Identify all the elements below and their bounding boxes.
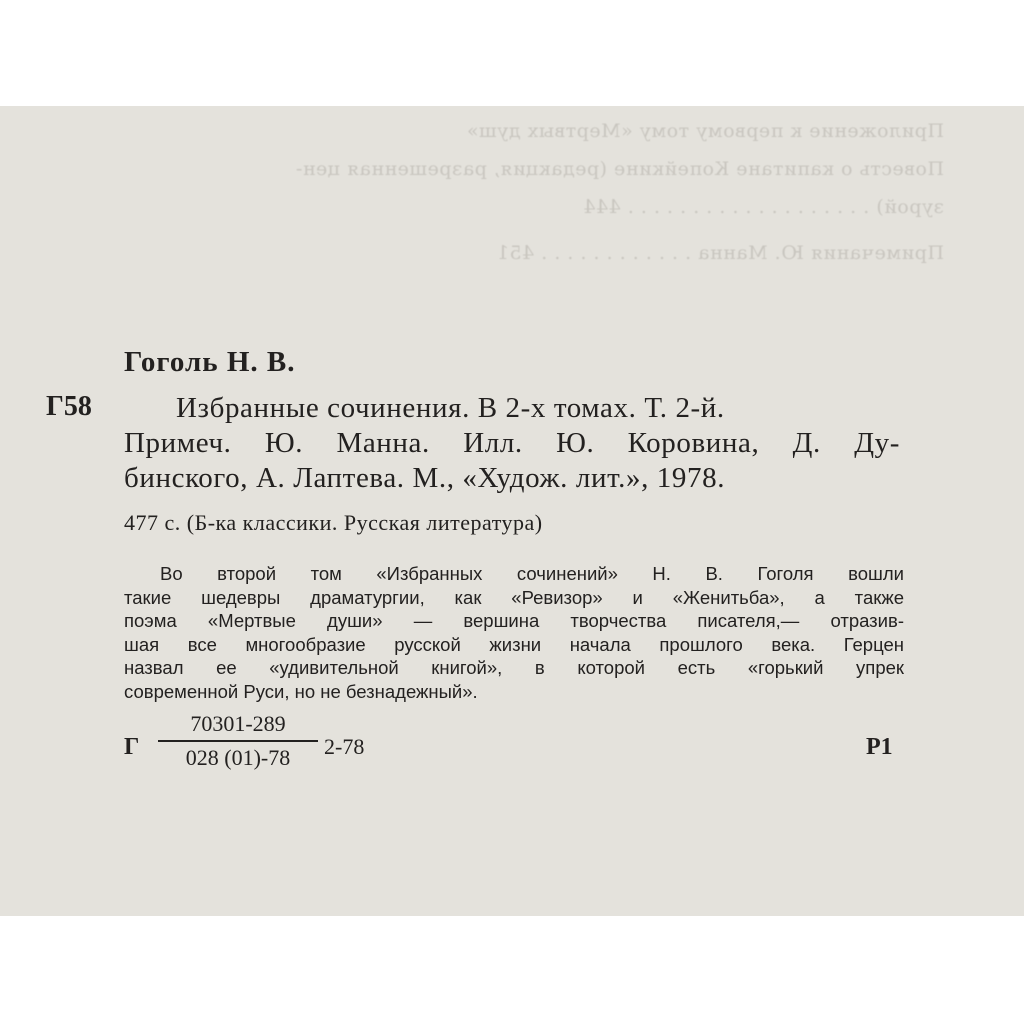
classification-fraction	[158, 710, 318, 772]
pages-series: 477 с. (Б-ка классики. Русская литература)	[124, 510, 543, 535]
fraction-numerator: 70301-289	[190, 711, 286, 736]
author-heading: Гоголь Н. В.	[124, 346, 296, 378]
fraction-denominator: 028 (01)-78	[185, 745, 291, 770]
fraction-bar	[158, 740, 318, 742]
show-through-line: зурой) . . . . . . . . . . . . . . . . . . . 444	[582, 196, 944, 218]
title-line: бинского, А. Лаптева. М., «Худож. лит.», 1978.	[124, 462, 726, 494]
annotation-line: назвал ее «удивительной книгой», в которой есть «горький упрек	[124, 657, 904, 678]
title-line: Примеч. Ю. Манна. Илл. Ю. Коровина, Д. Ду-	[124, 427, 900, 459]
show-through-line: Приложение к первому тому «Мертвых душ»	[466, 120, 944, 142]
classification-suffix: 2-78	[324, 734, 365, 759]
annotation-line: Во второй том «Избранных сочинений» Н. В. Гоголя вошли	[160, 563, 904, 584]
show-through-line: Примечания Ю. Манна . . . . . . . . . . . . 451	[496, 242, 944, 264]
bibliographic-description	[124, 391, 900, 496]
book-page	[0, 106, 1024, 916]
annotation-line: поэма «Мертвые души» — вершина творчества писателя,— отразив-	[124, 610, 904, 631]
library-index: Г58	[46, 391, 92, 422]
annotation-line: шая все многообразие русской жизни начала прошлого века. Герцен	[124, 633, 904, 655]
annotation-line: такие шедевры драматургии, как «Ревизор» и «Женитьба», а также	[124, 586, 904, 608]
annotation-line: современной Руси, но не безнадежный».	[124, 680, 478, 702]
price-code: Р1	[866, 734, 893, 760]
classification-letter: Г	[124, 734, 140, 760]
show-through-line: Повесть о капитане Копейкине (редакция, разрешенная цен-	[295, 158, 944, 180]
title-line: Избранные сочинения. В 2-х томах. Т. 2-й.	[176, 392, 725, 424]
annotation	[124, 562, 904, 703]
